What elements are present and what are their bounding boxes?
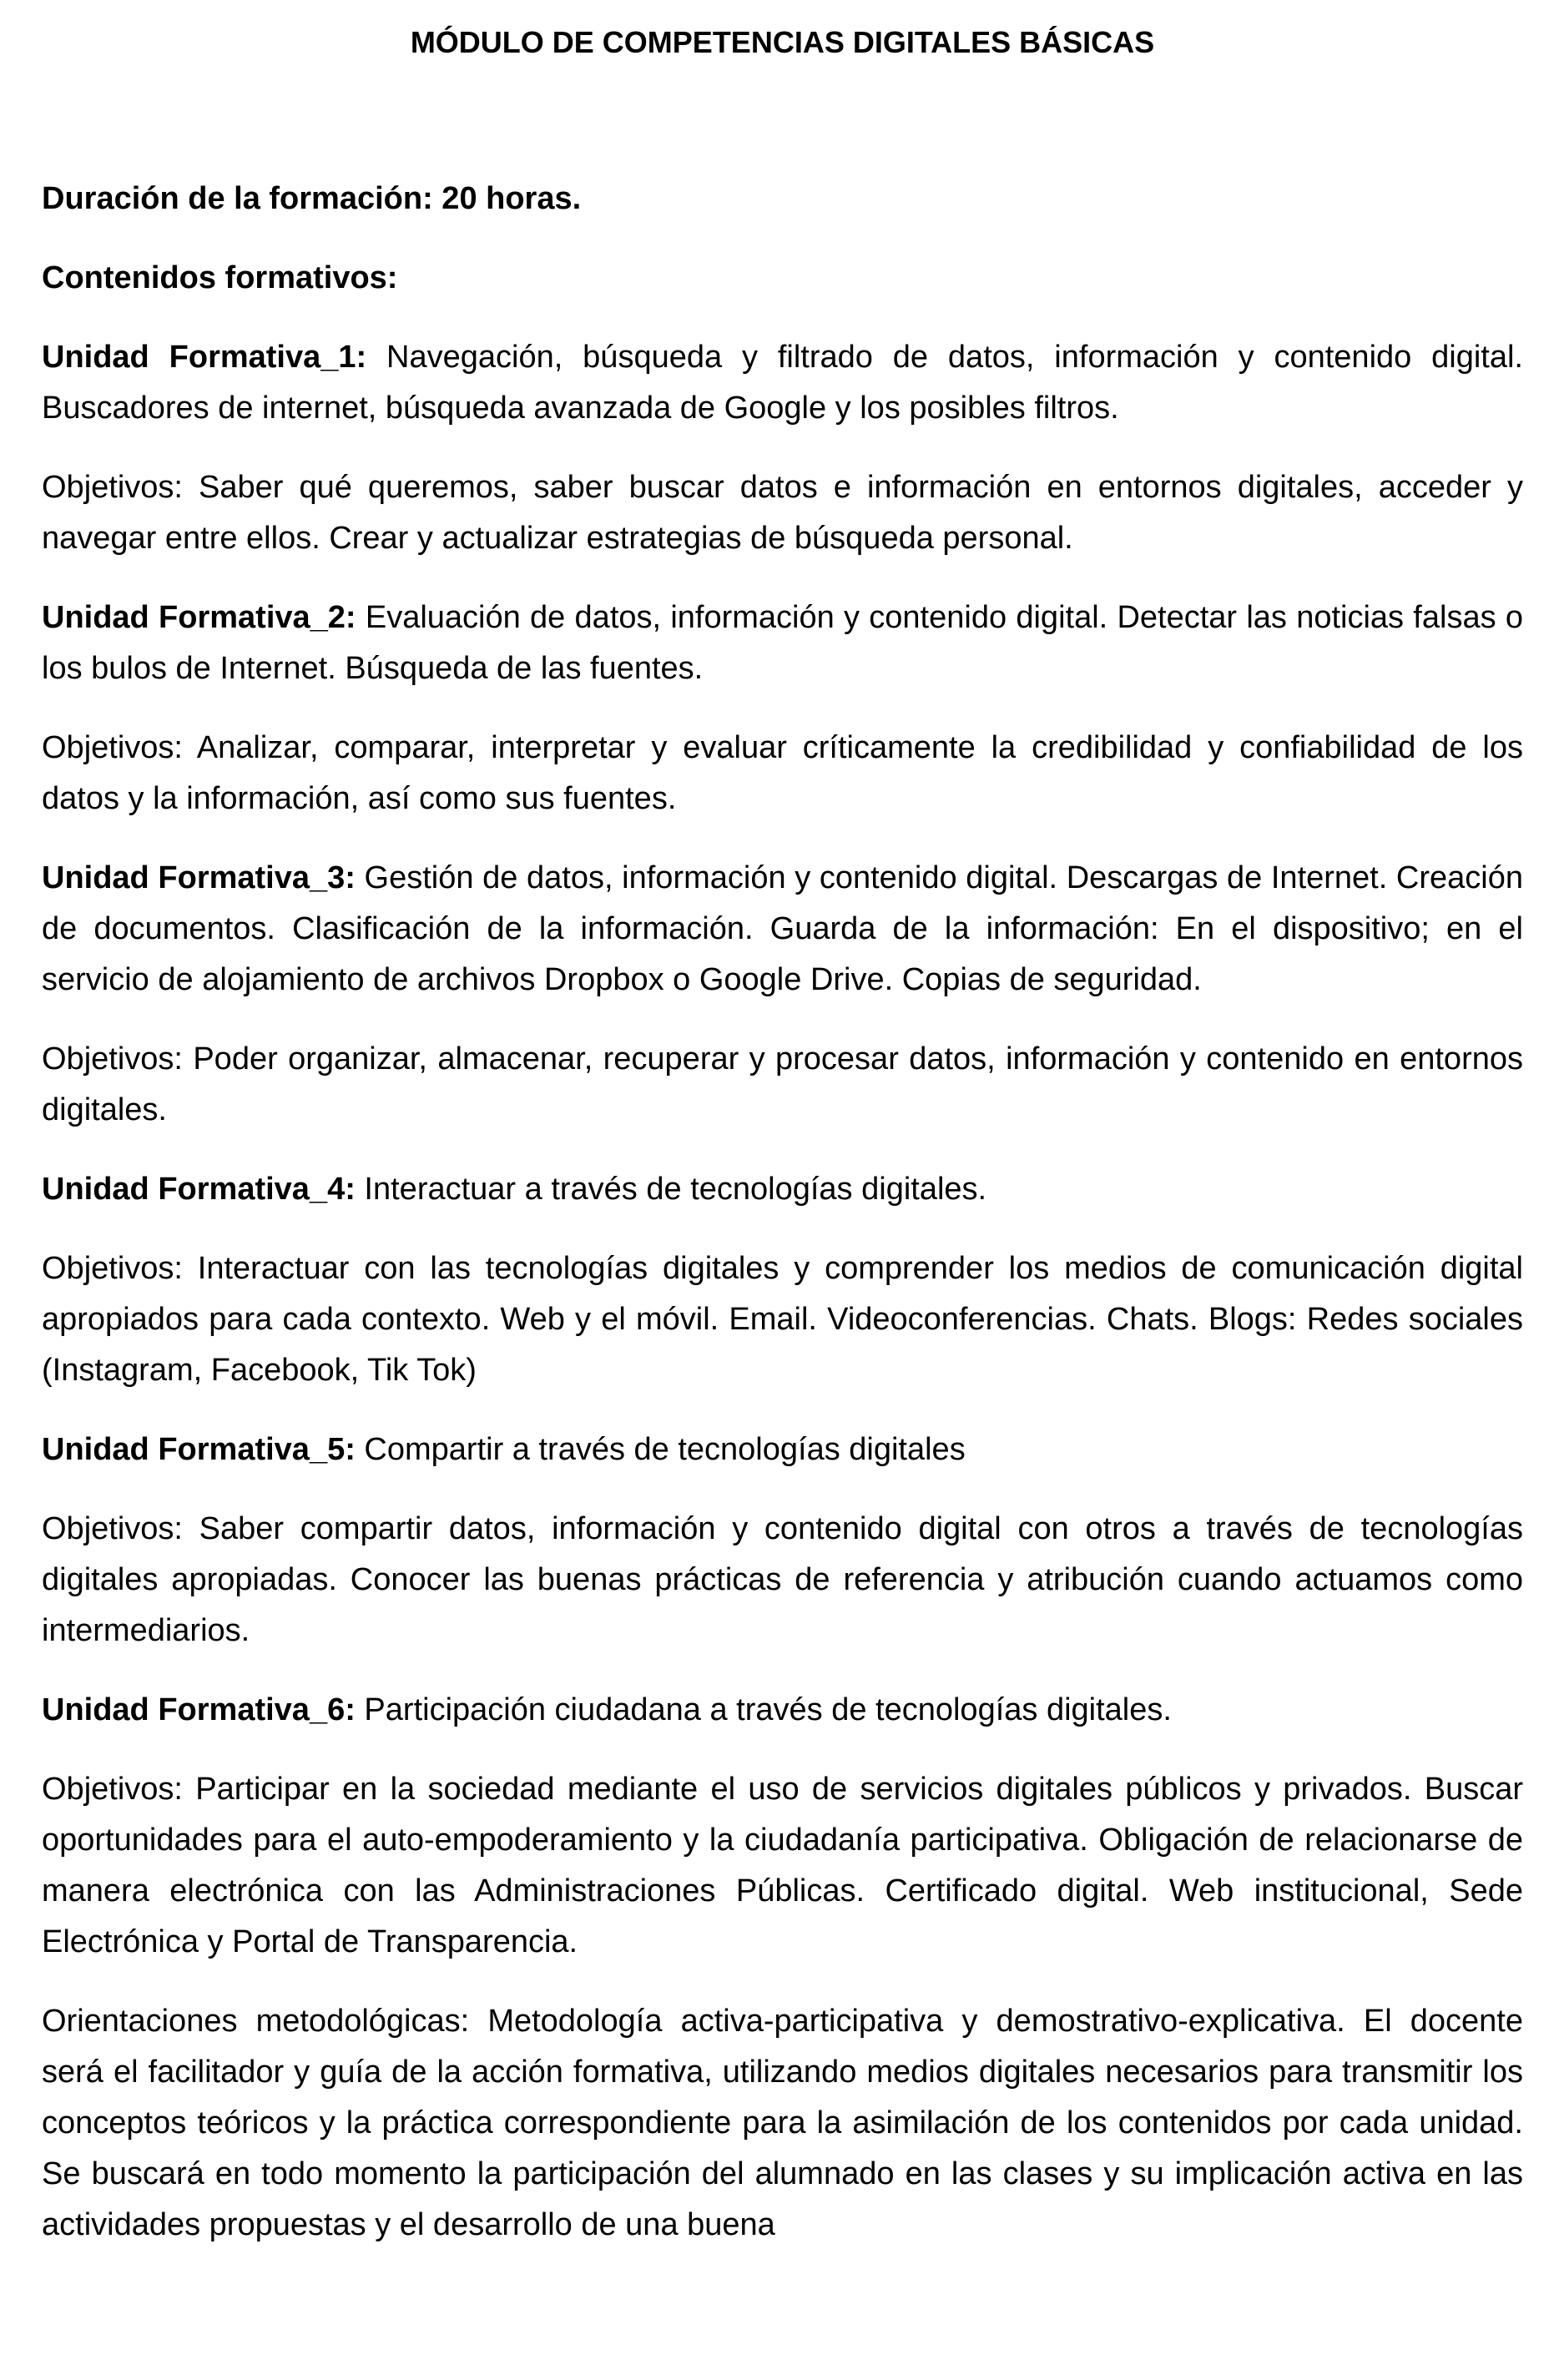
unit-5-label: Unidad Formativa_5:	[42, 1432, 356, 1467]
unit-3-description	[42, 853, 1523, 1006]
unit-6-text: Participación ciudadana a través de tecnologías digitales.	[355, 1692, 1172, 1727]
document-body	[42, 174, 1523, 2242]
unit-2-text: Evaluación de datos, información y contenido digital. Detectar las noticias falsas o los bulos de Internet. Búsqueda de las fuentes.	[42, 600, 1523, 686]
unit-4-objectives: Objetivos: Interactuar con las tecnologías digitales y comprender los medios de comunicación digital apropiados para cada contexto. Web y el móvil. Email. Videoconferencias. Chats. Blogs: Redes sociales (Instagram, Facebook, Tik Tok)	[42, 1251, 1523, 1388]
unit-4-text: Interactuar a través de tecnologías digitales.	[355, 1172, 987, 1207]
unit-5-description	[42, 1424, 1523, 1475]
unit-2-objectives: Objetivos: Analizar, comparar, interpretar y evaluar críticamente la credibilidad y confiabilidad de los datos y la información, así como sus fuentes.	[42, 730, 1523, 816]
unit-3-label: Unidad Formativa_3:	[42, 860, 356, 895]
unit-6-label: Unidad Formativa_6:	[42, 1692, 356, 1727]
unit-2-label: Unidad Formativa_2:	[42, 600, 356, 635]
unit-6-objectives: Objetivos: Participar en la sociedad mediante el uso de servicios digitales públicos y privados. Buscar oportunidades para el auto-empoderamiento y la ciudadanía participativa. Obligación de relacionarse de manera electrónica con las Administraciones Públicas. Certificado digital. Web institucional, Sede Electrónica y Portal de Transparencia.	[42, 1772, 1523, 1959]
unit-1-text: Navegación, búsqueda y filtrado de datos, información y contenido digital. Buscadores de internet, búsqueda avanzada de Google y los posibles filtros.	[42, 340, 1523, 426]
unit-5-text: Compartir a través de tecnologías digitales	[355, 1432, 966, 1467]
document-title: MÓDULO DE COMPETENCIAS DIGITALES BÁSICAS	[410, 25, 1155, 59]
unit-1-description	[42, 332, 1523, 434]
unit-3-text: Gestión de datos, información y contenido digital. Descargas de Internet. Creación de documentos. Clasificación de la información. Guarda de la información: En el dispositivo; en el servicio de alojamiento de archivos Dropbox o Google Drive. Copias de seguridad.	[42, 860, 1523, 997]
unit-3-objectives: Objetivos: Poder organizar, almacenar, recuperar y procesar datos, información y contenido en entornos digitales.	[42, 1041, 1523, 1127]
contents-heading: Contenidos formativos:	[42, 260, 398, 295]
unit-5-objectives: Objetivos: Saber compartir datos, información y contenido digital con otros a través de tecnologías digitales apropiadas. Conocer las buenas prácticas de referencia y atribución cuando actuamos como intermediarios.	[42, 1511, 1523, 1648]
duration-line: Duración de la formación: 20 horas.	[42, 181, 582, 216]
unit-6-description	[42, 1685, 1523, 1736]
unit-4-description	[42, 1164, 1523, 1215]
unit-2-description	[42, 592, 1523, 694]
methodology-paragraph: Orientaciones metodológicas: Metodología activa-participativa y demostrativo-explicativa. El docente será el facilitador y guía de la acción formativa, utilizando medios digitales necesarios para transmitir los conceptos teóricos y la práctica correspondiente para la asimilación de los contenidos por cada unidad. Se buscará en todo momento la participación del alumnado en las clases y su implicación activa en las actividades propuestas y el desarrollo de una buena	[42, 2004, 1523, 2242]
unit-1-label: Unidad Formativa_1:	[42, 340, 367, 375]
unit-1-objectives: Objetivos: Saber qué queremos, saber buscar datos e información en entornos digitales, acceder y navegar entre ellos. Crear y actualizar estrategias de búsqueda personal.	[42, 470, 1523, 556]
unit-4-label: Unidad Formativa_4:	[42, 1172, 356, 1207]
